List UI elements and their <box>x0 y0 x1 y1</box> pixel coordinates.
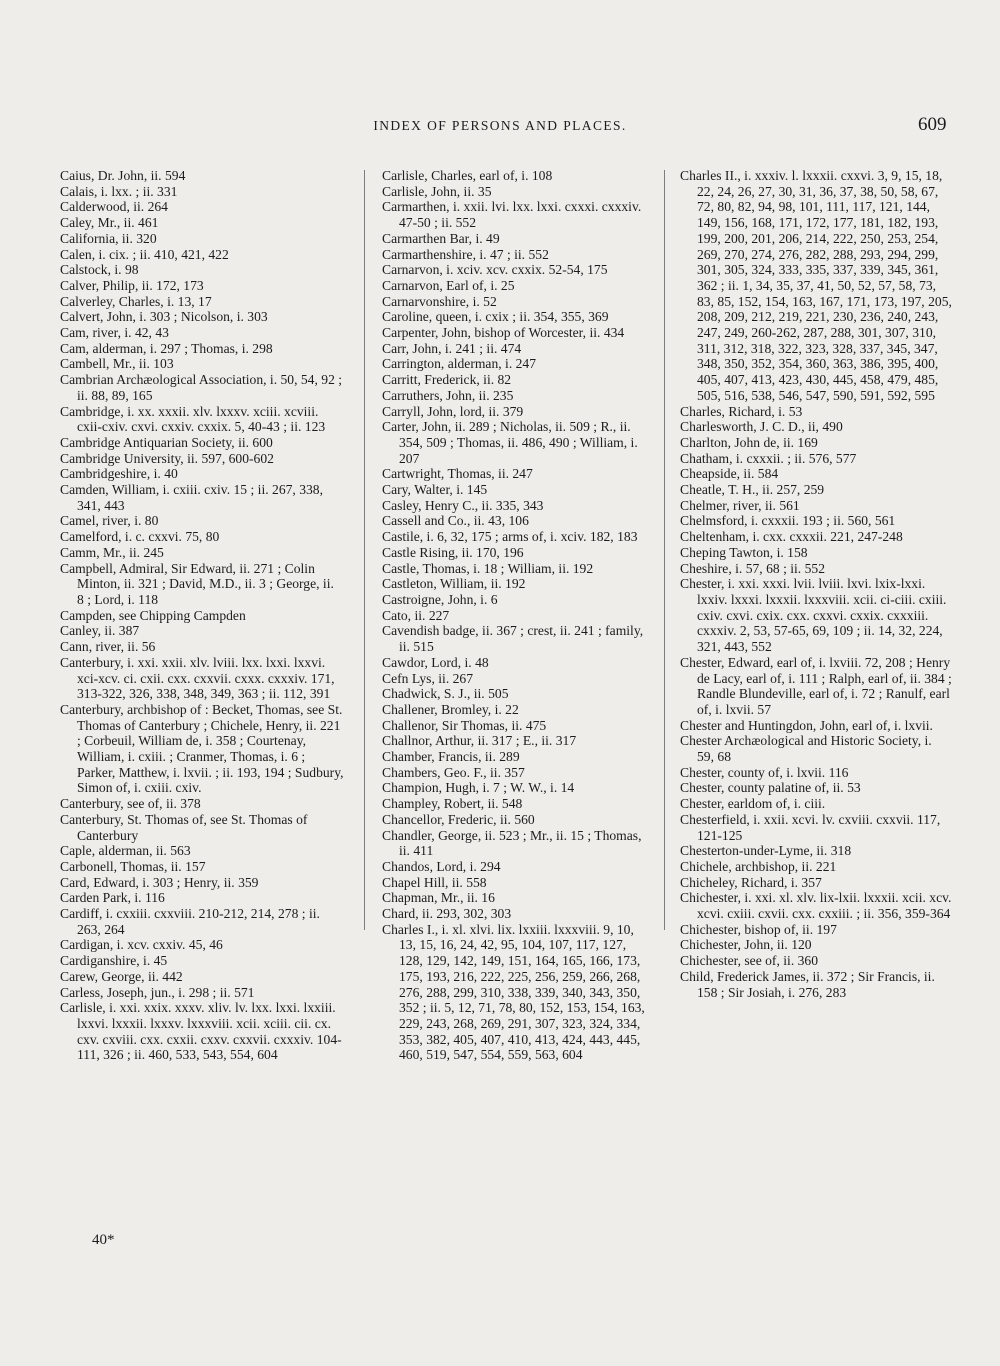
index-entry: Chelmsford, i. cxxxii. 193 ; ii. 560, 561 <box>680 513 896 529</box>
index-column-3 <box>680 168 952 1000</box>
index-column-2 <box>382 168 646 1063</box>
index-entry: Cambrian Archæological Association, i. 50, 54, 92 ; ii. 88, 89, 165 <box>60 372 343 403</box>
index-entry: Carruthers, John, ii. 235 <box>382 387 514 403</box>
index-entry: Calstock, i. 98 <box>60 262 139 278</box>
index-entry: Chamber, Francis, ii. 289 <box>382 749 520 765</box>
index-entry: Cambridge University, ii. 597, 600-602 <box>60 450 274 466</box>
index-entry: Chichester, John, ii. 120 <box>680 937 812 953</box>
index-entry: Carrington, alderman, i. 247 <box>382 356 537 372</box>
index-entry: Castle Rising, ii. 170, 196 <box>382 544 524 560</box>
signature-mark: 40* <box>92 1232 115 1248</box>
index-entry: Child, Frederick James, ii. 372 ; Sir Francis, ii. 158 ; Sir Josiah, i. 276, 283 <box>680 968 935 1000</box>
index-entry: Cary, Walter, i. 145 <box>382 482 488 498</box>
index-entry: Canterbury, archbishop of : Becket, Thomas, see St. Thomas of Canterbury ; Chichele, Henry, ii. 221 ; Corbeuil, William de, i. 358 ; Courtenay, William, i. cxiii. ; Cranmer, Thomas, i. 6 ; Parker, Matthew, i. lxvii. ; ii. 193, 194 ; Sudbury, Simon of, i. cxiii. cxiv. <box>60 701 344 796</box>
index-entry: Charlton, John de, ii. 169 <box>680 434 818 450</box>
index-entry: Chesterton-under-Lyme, ii. 318 <box>680 843 852 859</box>
index-entry: Calvert, John, i. 303 ; Nicolson, i. 303 <box>60 309 268 325</box>
index-entry: Castroigne, John, i. 6 <box>382 591 498 607</box>
index-entry: Chester, earldom of, i. ciii. <box>680 796 826 812</box>
index-entry: Castleton, William, ii. 192 <box>382 576 526 592</box>
index-column-1 <box>60 168 344 1063</box>
index-entry: Canley, ii. 387 <box>60 623 140 639</box>
column-divider <box>364 170 365 930</box>
index-entry: Casley, Henry C., ii. 335, 343 <box>382 497 544 513</box>
index-entry: Chatham, i. cxxxii. ; ii. 576, 577 <box>680 450 857 466</box>
index-entry: Chandos, Lord, i. 294 <box>382 858 501 874</box>
index-entry: Chadwick, S. J., ii. 505 <box>382 686 509 702</box>
index-entry: Campbell, Admiral, Sir Edward, ii. 271 ; Colin Minton, ii. 321 ; David, M.D., ii. 3 ; George, ii. 8 ; Lord, i. 118 <box>60 560 334 607</box>
page-number: 609 <box>918 114 947 135</box>
index-entry: Chandler, George, ii. 523 ; Mr., ii. 15 ; Thomas, ii. 411 <box>382 827 642 859</box>
index-entry: Chichester, see of, ii. 360 <box>680 953 819 969</box>
index-entry: Caius, Dr. John, ii. 594 <box>60 168 186 183</box>
index-entry: Calderwood, ii. 264 <box>60 199 168 215</box>
index-entry: Calver, Philip, ii. 172, 173 <box>60 277 204 293</box>
index-entry: Carew, George, ii. 442 <box>60 968 183 984</box>
index-entry: Carlisle, Charles, earl of, i. 108 <box>382 168 553 183</box>
index-entry: Cam, river, i. 42, 43 <box>60 325 169 341</box>
index-entry: Chicheley, Richard, i. 357 <box>680 874 822 890</box>
index-entry: Card, Edward, i. 303 ; Henry, ii. 359 <box>60 874 259 890</box>
index-entry: Carpenter, John, bishop of Worcester, ii. 434 <box>382 325 625 341</box>
index-entry: Chester, county of, i. lxvii. 116 <box>680 764 849 780</box>
index-entry: Cam, alderman, i. 297 ; Thomas, i. 298 <box>60 340 273 356</box>
index-entry: Cambridge, i. xx. xxxii. xlv. lxxxv. xciii. xcviii. cxii-cxiv. cxvi. cxxiv. cxxix. 5, 40-43 ; ii. 123 <box>60 403 326 435</box>
index-entry: Calais, i. lxx. ; ii. 331 <box>60 183 178 199</box>
index-entry: Carlisle, John, ii. 35 <box>382 183 492 199</box>
index-entry: Chapman, Mr., ii. 16 <box>382 890 495 906</box>
index-entry: Cheltenham, i. cxx. cxxxii. 221, 247-248 <box>680 529 903 545</box>
index-entry: Camelford, i. c. cxxvi. 75, 80 <box>60 529 220 545</box>
index-entry: Cardiganshire, i. 45 <box>60 953 168 969</box>
index-entry: Carmarthen Bar, i. 49 <box>382 230 500 246</box>
index-entry: Carter, John, ii. 289 ; Nicholas, ii. 509 ; R., ii. 354, 509 ; Thomas, ii. 486, 490 ; William, i. 207 <box>382 419 638 466</box>
index-entry: Carnarvon, i. xciv. xcv. cxxix. 52-54, 175 <box>382 262 608 278</box>
index-entry: Cann, river, ii. 56 <box>60 639 156 655</box>
index-entry: Cheatle, T. H., ii. 257, 259 <box>680 482 825 498</box>
index-entry: Castle, Thomas, i. 18 ; William, ii. 192 <box>382 560 594 576</box>
index-entry: Carryll, John, lord, ii. 379 <box>382 403 524 419</box>
index-entry: Caley, Mr., ii. 461 <box>60 215 159 231</box>
index-entry: Cefn Lys, ii. 267 <box>382 670 474 686</box>
index-entry: Carnarvonshire, i. 52 <box>382 293 497 309</box>
index-entry: Calen, i. cix. ; ii. 410, 421, 422 <box>60 246 229 262</box>
index-entry: Campden, see Chipping Campden <box>60 607 246 623</box>
index-entry: Chichester, bishop of, ii. 197 <box>680 921 837 937</box>
index-entry: Cheshire, i. 57, 68 ; ii. 552 <box>680 560 825 576</box>
index-entry: Canterbury, see of, ii. 378 <box>60 796 201 812</box>
index-entry: Chesterfield, i. xxii. xcvi. lv. cxviii. cxxvii. 117, 121-125 <box>680 811 941 843</box>
index-entry: Carless, Joseph, jun., i. 298 ; ii. 571 <box>60 984 255 1000</box>
index-entry: Challener, Bromley, i. 22 <box>382 701 519 717</box>
index-entry: Chester and Huntingdon, John, earl of, i. lxvii. <box>680 717 933 733</box>
index-entry: Cambridgeshire, i. 40 <box>60 466 178 482</box>
index-entry: Cawdor, Lord, i. 48 <box>382 654 489 670</box>
index-entry: Camden, William, i. cxiii. cxiv. 15 ; ii. 267, 338, 341, 443 <box>60 482 323 513</box>
index-entry: Cheapside, ii. 584 <box>680 466 779 482</box>
index-entry: Charles II., i. xxxiv. l. lxxxii. cxxvi. 3, 9, 15, 18, 22, 24, 26, 27, 30, 31, 36, 37, 38, 50, 58, 67, 72, 80, 82, 94, 98, 101, 111, 117, 121, 144, 149, 156, 168, 171, 172, 177, 181, 182, 193, 199, 200, 201, 206, 214, 222, 250, 253, 254, 269, 270, 274, 276, 282, 288, 293, 294, 299, 301, 305, 324, 333, 335, 337, 339, 345, 361, 362 ; ii. 1, 34, 35, 37, 41, 50, 52, 57, 58, 73, 83, 85, 152, 154, 163, 167, 171, 173, 197, 205, 208, 209, 212, 219, 221, 230, 236, 240, 243, 247, 249, 260-262, 287, 288, 301, 307, 310, 311, 312, 318, 322, 323, 328, 337, 345, 347, 348, 350, 352, 354, 360, 363, 386, 395, 400, 405, 407, 413, 423, 430, 445, 458, 479, 485, 505, 516, 538, 546, 547, 590, 591, 592, 595 <box>680 168 952 403</box>
index-entry: Chichester, i. xxi. xl. xlv. lix-lxii. lxxxii. xcii. xcv. xcvi. cxiii. cxvii. cxx. cxxiii. ; ii. 356, 359-364 <box>680 890 952 922</box>
index-entry: Champion, Hugh, i. 7 ; W. W., i. 14 <box>382 780 575 796</box>
index-entry: Chester Archæological and Historic Society, i. 59, 68 <box>680 733 932 765</box>
index-entry: Chapel Hill, ii. 558 <box>382 874 487 890</box>
index-entry: Canterbury, St. Thomas of, see St. Thomas of Canterbury <box>60 811 308 843</box>
index-entry: Challenor, Sir Thomas, ii. 475 <box>382 717 547 733</box>
index-entry: Cartwright, Thomas, ii. 247 <box>382 466 533 482</box>
index-entry: Chard, ii. 293, 302, 303 <box>382 906 512 922</box>
index-entry: Chester, Edward, earl of, i. lxviii. 72, 208 ; Henry de Lacy, earl of, i. 111 ; Ralph, earl of, ii. 384 ; Randle Blundeville, earl of, i. 72 ; Ranulf, earl of, i. lxvii. 57 <box>680 654 952 717</box>
index-entry: Carnarvon, Earl of, i. 25 <box>382 277 515 293</box>
index-entry: Carden Park, i. 116 <box>60 890 165 906</box>
index-entry: Chambers, Geo. F., ii. 357 <box>382 764 525 780</box>
index-entry: Cato, ii. 227 <box>382 607 450 623</box>
index-entry: Charles, Richard, i. 53 <box>680 403 803 419</box>
index-entry: Carr, John, i. 241 ; ii. 474 <box>382 340 522 356</box>
index-entry: Cambell, Mr., ii. 103 <box>60 356 174 372</box>
index-entry: Canterbury, i. xxi. xxii. xlv. lviii. lxx. lxxi. lxxvi. xci-xcv. ci. cxii. cxx. cxxvii. cxxx. cxxxiv. 171, 313-322, 326, 338, 348, 349, 363 ; ii. 112, 391 <box>60 654 335 702</box>
column-divider <box>664 170 665 930</box>
index-entry: Caple, alderman, ii. 563 <box>60 843 191 859</box>
index-entry: Challnor, Arthur, ii. 317 ; E., ii. 317 <box>382 733 577 749</box>
index-entry: Cavendish badge, ii. 367 ; crest, ii. 241 ; family, ii. 515 <box>382 623 644 655</box>
index-entry: Calverley, Charles, i. 13, 17 <box>60 293 212 309</box>
index-entry: Charlesworth, J. C. D., ii, 490 <box>680 419 843 435</box>
index-entry: Carbonell, Thomas, ii. 157 <box>60 858 206 874</box>
index-entry: Camm, Mr., ii. 245 <box>60 544 164 560</box>
index-entry: Champley, Robert, ii. 548 <box>382 796 523 812</box>
index-entry: Cardigan, i. xcv. cxxiv. 45, 46 <box>60 937 223 953</box>
index-entry: Chichele, archbishop, ii. 221 <box>680 858 837 874</box>
index-entry: Camel, river, i. 80 <box>60 513 159 529</box>
index-entry: Chancellor, Frederic, ii. 560 <box>382 811 535 827</box>
index-entry: Carritt, Frederick, ii. 82 <box>382 372 512 388</box>
index-entry: Carmarthenshire, i. 47 ; ii. 552 <box>382 246 549 262</box>
index-entry: Caroline, queen, i. cxix ; ii. 354, 355, 369 <box>382 309 609 325</box>
index-entry: Cheping Tawton, i. 158 <box>680 544 808 560</box>
index-entry: Cambridge Antiquarian Society, ii. 600 <box>60 434 273 450</box>
index-entry: Castile, i. 6, 32, 175 ; arms of, i. xciv. 182, 183 <box>382 529 638 545</box>
index-entry: Chester, i. xxi. xxxi. lvii. lviii. lxvi. lxix-lxxi. lxxiv. lxxxi. lxxxii. lxxxviii. xcii. ci-ciii. cxiii. cxiv. cxvi. cxix. cxx. cxxvi. cxxix. cxxxiii. cxxxiv. 2, 53, 57-65, 69, 109 ; ii. 14, 32, 224, 321, 443, 552 <box>680 576 947 655</box>
index-entry: Chelmer, river, ii. 561 <box>680 497 800 513</box>
index-entry: Charles I., i. xl. xlvi. lix. lxxiii. lxxxviii. 9, 10, 13, 15, 16, 24, 42, 95, 104, 107, 117, 127, 128, 129, 142, 149, 151, 164, 165, 166, 173, 175, 193, 216, 222, 225, 256, 259, 266, 268, 276, 288, 299, 310, 338, 339, 340, 343, 350, 352 ; ii. 5, 12, 71, 78, 80, 152, 153, 154, 163, 229, 243, 268, 269, 291, 307, 323, 324, 334, 353, 382, 405, 407, 410, 413, 424, 443, 445, 460, 519, 547, 554, 559, 563, 604 <box>382 921 645 1063</box>
index-entry: California, ii. 320 <box>60 230 157 246</box>
running-header: INDEX OF PERSONS AND PLACES. <box>373 118 627 133</box>
index-entry: Chester, county palatine of, ii. 53 <box>680 780 861 796</box>
index-entry: Cassell and Co., ii. 43, 106 <box>382 513 529 529</box>
index-entry: Carmarthen, i. xxii. lvi. lxx. lxxi. cxxxi. cxxxiv. 47-50 ; ii. 552 <box>382 199 642 231</box>
index-entry: Cardiff, i. cxxiii. cxxviii. 210-212, 214, 278 ; ii. 263, 264 <box>60 906 320 937</box>
index-entry: Carlisle, i. xxi. xxix. xxxv. xliv. lv. lxx. lxxi. lxxiii. lxxvi. lxxxii. lxxxv. lxxxviii. xcii. xciii. cii. cx. cxv. cxviii. cxx. cxxii. cxxv. cxxvii. cxxxiv. 104-111, 326 ; ii. 460, 533, 543, 554, 604 <box>60 1000 342 1063</box>
